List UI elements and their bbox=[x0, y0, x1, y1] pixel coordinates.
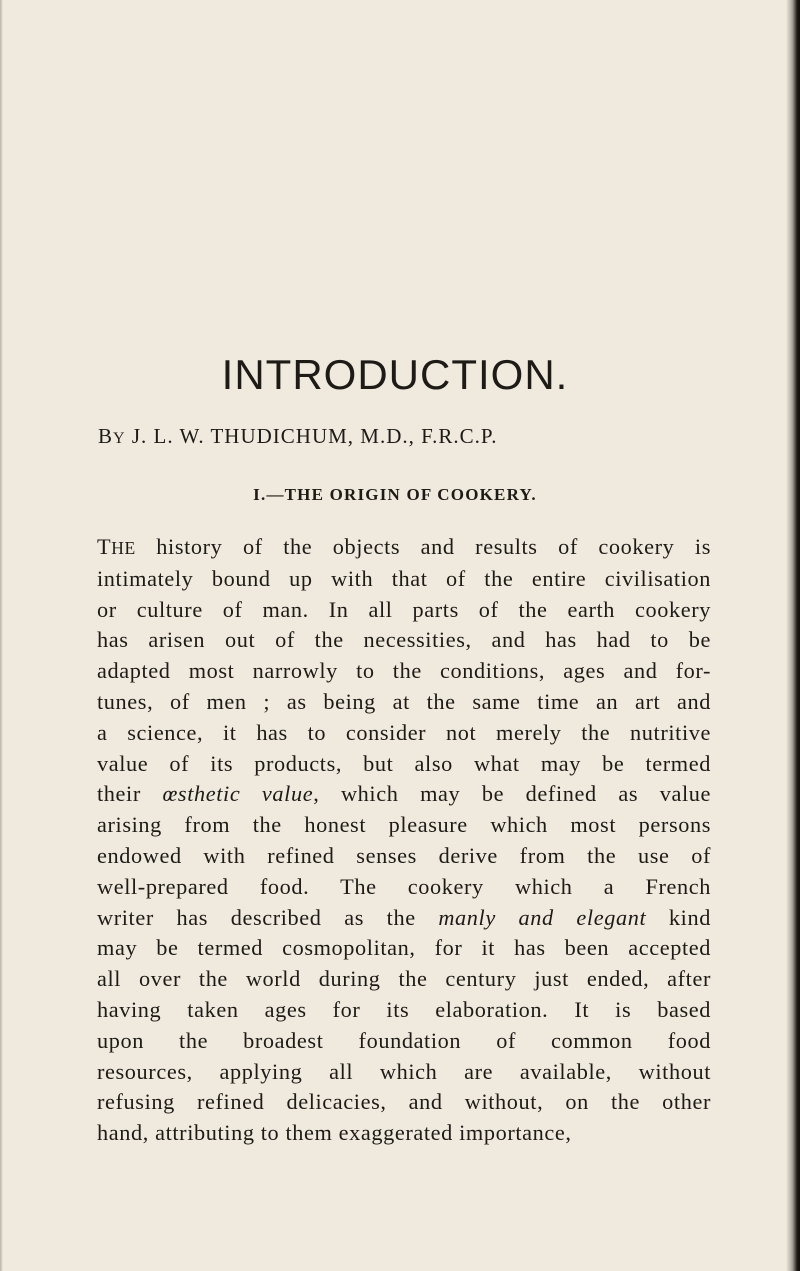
text-line bbox=[97, 564, 711, 595]
text-line bbox=[97, 903, 711, 934]
text-line bbox=[97, 1118, 711, 1149]
text-line bbox=[97, 1026, 711, 1057]
text-segment: adapted most narrowly to the conditions, ages and for- bbox=[97, 658, 711, 684]
text-segment: having taken ages for its elaboration. It is based bbox=[97, 996, 711, 1022]
text-segment: may be termed cosmopolitan, for it has been accepted bbox=[97, 935, 711, 961]
text-segment: kind bbox=[646, 904, 711, 930]
text-line bbox=[97, 532, 711, 564]
text-segment: intimately bound up with that of the entire civilisation bbox=[97, 565, 711, 591]
page-left-edge bbox=[0, 0, 3, 1271]
text-segment: HE bbox=[111, 538, 136, 558]
text-segment: their bbox=[97, 781, 163, 807]
text-line bbox=[97, 779, 711, 810]
text-line bbox=[97, 687, 711, 718]
byline-prefix-rest: Y bbox=[113, 430, 126, 447]
text-line bbox=[97, 595, 711, 626]
text-segment: has arisen out of the necessities, and has had to be bbox=[97, 627, 711, 653]
text-line bbox=[97, 1057, 711, 1088]
text-segment: refusing refined delicacies, and without, on the other bbox=[97, 1089, 711, 1115]
text-line bbox=[97, 656, 711, 687]
text-line bbox=[97, 841, 711, 872]
text-segment: tunes, of men ; as being at the same time an art and bbox=[97, 688, 711, 714]
italic-phrase: œsthetic value bbox=[162, 781, 314, 807]
section-heading: I.—THE ORIGIN OF COOKERY. bbox=[253, 485, 537, 504]
text-segment: , which may be defined as value bbox=[313, 781, 711, 807]
text-line bbox=[97, 995, 711, 1026]
text-segment: well-prepared food. The cookery which a French bbox=[97, 873, 711, 899]
page-title: INTRODUCTION. bbox=[221, 351, 569, 398]
text-segment: T bbox=[97, 534, 112, 559]
byline-author: J. L. W. THUDICHUM, M.D., F.R.C.P. bbox=[125, 424, 498, 448]
text-segment: or culture of man. In all parts of the earth cookery bbox=[97, 596, 711, 622]
text-line bbox=[97, 749, 711, 780]
text-segment: endowed with refined senses derive from the use of bbox=[97, 842, 711, 868]
text-segment: resources, applying all which are available, without bbox=[97, 1058, 711, 1084]
book-gutter-shadow bbox=[786, 0, 800, 1271]
text-segment: value of its products, but also what may be termed bbox=[97, 750, 711, 776]
text-segment: writer has described as the bbox=[97, 904, 439, 930]
text-line bbox=[97, 718, 711, 749]
text-line bbox=[97, 810, 711, 841]
text-segment: upon the broadest foundation of common food bbox=[97, 1027, 711, 1053]
text-segment: all over the world during the century just ended, after bbox=[97, 966, 711, 992]
italic-phrase: manly and elegant bbox=[438, 904, 647, 930]
text-line bbox=[97, 1087, 711, 1118]
text-segment: arising from the honest pleasure which most persons bbox=[97, 812, 711, 838]
text-segment: history of the objects and results of cookery is bbox=[135, 534, 711, 559]
byline-prefix-initial: B bbox=[98, 424, 114, 448]
text-line bbox=[97, 625, 711, 656]
text-line bbox=[97, 964, 711, 995]
text-line bbox=[97, 872, 711, 903]
text-line bbox=[97, 933, 711, 964]
body-paragraph bbox=[97, 532, 711, 1149]
text-segment: hand, attributing to them exaggerated importance, bbox=[97, 1120, 572, 1146]
text-segment: a science, it has to consider not merely the nutritive bbox=[97, 719, 711, 745]
author-byline bbox=[98, 421, 738, 454]
